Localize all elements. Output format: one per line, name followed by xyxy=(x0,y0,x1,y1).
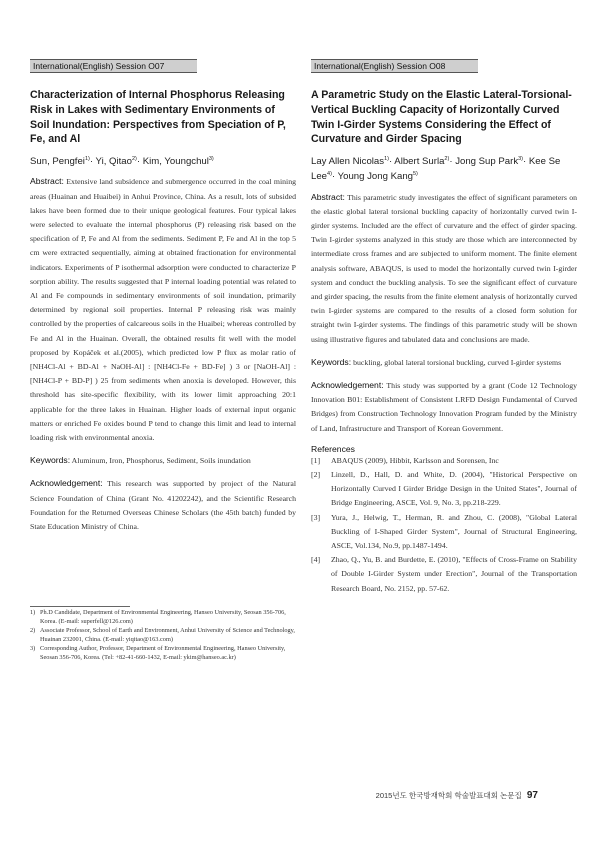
keywords xyxy=(311,355,577,370)
author-name: Lay Allen Nicolas xyxy=(311,156,385,168)
left-article xyxy=(30,56,296,534)
reference-number: [3] xyxy=(311,512,321,522)
author-name: Sun, Pengfei xyxy=(30,156,85,168)
footnote xyxy=(30,609,296,626)
author-name: Jong Sup Park xyxy=(455,156,519,168)
author-affiliation-marker: 1) xyxy=(84,156,90,163)
reference-item xyxy=(311,511,577,554)
acknowledgement xyxy=(30,476,296,534)
session-tag: International(English) Session O07 xyxy=(30,59,197,73)
reference-item xyxy=(311,454,577,468)
reference-item xyxy=(311,468,577,511)
session-tag: International(English) Session O08 xyxy=(311,59,478,73)
author-affiliation-marker: 1) xyxy=(384,156,389,163)
footnote-text: Associate Professor, School of Earth and Environment, Anhui University of Science and Technology, Huainan 232001, China. (E-mail: yiqitao@163.com) xyxy=(40,627,295,643)
abstract-text: This parametric study investigates the effect of significant parameters on the elastic global lateral torsional buckling capacity of horizontally curved twin I-girder systems. Included are the effect of curvature and the effect of girder spacing. Twin I-girder systems analyzed in this study are those which are interconnected by intermediate cross frames and are subjected to uniform moment. The finite element analysis software, ABAQUS, is used to model the horizontally curved twin I-girder system and conduct the buckling analysis. To see the significant effect of curvature and girder spacing, the results from the finite element analysis of horizontally curved twin I-girder systems are compared to the results of a closed form solution for straight twin I-girder systems. The findings of this parametric study will be shown using illustrative figures and tabulated data and conclusions are made. xyxy=(311,192,577,344)
author-name: Kee Se Lee xyxy=(311,156,561,183)
keywords-text: buckling, global lateral torsional buckling, curved I-girder systems xyxy=(353,357,562,367)
reference-text: ABAQUS (2009), Hibbit, Karlsson and Sorensen, Inc xyxy=(331,455,499,465)
author-affiliation-marker: 4) xyxy=(327,171,332,178)
author-name: Yi, Qitao xyxy=(95,156,132,168)
abstract-text: Extensive land subsidence and submergence occurred in the coal mining areas (Huainan and Huaibei) in Anhui Province, China. As a result, lots of subsided lakes have been formed due to their unique geological features. Four typical lakes were selected to evaluate the internal phosphorus (P) releasing risk based on the specification of P, Fe and Al from the sediments. Sediment P, Fe and Al in the top 5 cm were extracted sequentially, aiming at obtained fractionation for environmental indicators. Experiments of P isothermal adsorption were conducted to characterize P sorption ability. The results suggested that P internal loading potential was related to Al and Fe compounds in sedimentary environments of soil inundation, primarily determined by regional soil properties. Internal P releasing risk was mainly controlled by the properties of calcareous soils in the Huaibei; whereas controlled by Fe and Al in the Huainan. Overall, the obtained results fit well with the model proposed by Kopáček et al.(2005), which predicted low P flux as molar ratio of [NH4Cl-Al + BD-Al + NaOH-Al] : [NH4Cl-Fe + BD-Fe] ) 3 or [NaOH-Al] : [NH4Cl-P + BD-P] ) 25 from sediments when anoxia is developed. However, this threshold has site-specific flexibility, with its lower limit approaching 20:1 applicable for the three lakes in Huainan. Higher loads of external input organic matters or enriched Fe oxides bound P tend to change this limit and lead to internal loading risk with environmental anoxia. xyxy=(30,177,296,443)
acknowledgement-text: This study was supported by a grant (Code 12 Technology Innovation B01: Establishment of Consistent LRFD Design Fundamental of Curved Bridges) from Construction Technology Innovation Program funded by the Ministry of Land, Infrastructure and Transport of Korean Government. xyxy=(311,381,577,433)
page-footer xyxy=(376,790,538,801)
author-affiliation-marker: 3) xyxy=(518,156,524,163)
footnote-number: 1) xyxy=(30,609,36,616)
keywords xyxy=(30,453,296,468)
article-title: Characterization of Internal Phosphorus Releasing Risk in Lakes with Sedimentary Environments of Soil Inundation: Perspectives from Speciation of P, Fe, and Al xyxy=(30,89,286,146)
reference-number: [2] xyxy=(311,470,321,480)
reference-text: Zhao, Q., Yu, B. and Burdette, E. (2010), "Effects of Cross-Frame on Stability of Double I-Girder System under Erection", Journal of the Transportation Research Board, No. 2152, pp. 57-62. xyxy=(331,555,577,593)
footnote-text: Corresponding Author, Professor, Department of Environmental Engineering, Hanseo University, Seosan 356-706, Korea. (Tel: +82-41-660-1432, E-mail: ykim@hanseo.ac.kr) xyxy=(40,645,286,661)
author-affiliation-marker: 2) xyxy=(444,156,450,163)
author-list: Sun, Pengfei$^{1)}$· Yi, Qitao$^{2)}$· Kim, Youngchul$^{3)}$ xyxy=(30,156,214,168)
footnote xyxy=(30,645,296,662)
author-name: Albert Surla xyxy=(394,156,445,168)
references-heading: References xyxy=(311,443,355,454)
author-affiliation-marker: 3) xyxy=(208,156,214,163)
author-affiliation-marker: 5) xyxy=(413,171,418,178)
abstract-label: Abstract: xyxy=(311,191,345,202)
footnote-number: 3) xyxy=(30,645,36,653)
abstract xyxy=(30,174,296,445)
right-article xyxy=(311,56,577,596)
reference-text: Yura, J., Helwig, T., Herman, R. and Zhou, C. (2008), "Global Lateral Buckling of I-Shaped Girder System", Journal of Structural Engineering, ASCE, Vol.134, No.9, pp.1487-1494. xyxy=(331,512,577,551)
keywords-text: Aluminum, Iron, Phosphorus, Sediment, Soils inundation xyxy=(71,456,251,466)
author-list: Lay Allen Nicolas$^{1)}$· Albert Surla$^{2)}$· Jong Sup Park$^{3)}$· Kee Se Lee$^{4)}$· Young Jong Kang$^{5)}$ xyxy=(311,156,561,183)
reference-number: [4] xyxy=(311,555,321,565)
footnote-text: Ph.D Candidate, Department of Environmental Engineering, Hanseo University, Seosan 356-706, Korea. (E-mail: superfell@126.com) xyxy=(40,609,286,625)
footnote xyxy=(30,627,296,644)
footnote-number: 2) xyxy=(30,627,36,635)
author-affiliation-marker: 2) xyxy=(131,156,137,163)
author-name: Kim, Youngchul xyxy=(142,156,209,168)
footnotes xyxy=(30,609,296,664)
proceedings-title: 2015년도 한국방재학회 학술발표대회 논문집 xyxy=(375,791,522,800)
acknowledgement-label: Acknowledgement: xyxy=(30,478,103,489)
acknowledgement-label: Acknowledgement: xyxy=(311,380,384,390)
author-name: Young Jong Kang xyxy=(337,171,413,183)
reference-item xyxy=(311,553,577,596)
reference-list xyxy=(311,454,577,596)
article-title: A Parametric Study on the Elastic Lateral-Torsional-Vertical Buckling Capacity of Horizontally Curved Twin I-Girder Systems Considering the Effect of Curvature and Girder Spacing xyxy=(311,89,572,146)
keywords-label: Keywords: xyxy=(311,356,352,367)
reference-number: [1] xyxy=(311,455,321,465)
reference-text: Linzell, D., Hall, D. and White, D. (2004), "Historical Perspective on Horizontally Curved I Girder Bridge Design in the United States", Journal of Bridge Engineering, ASCE, Vol. 9, No. 3, pp.218-229. xyxy=(331,470,577,508)
keywords-label: Keywords: xyxy=(30,455,71,466)
page-number: 97 xyxy=(526,790,538,801)
acknowledgement xyxy=(311,378,577,436)
acknowledgement-text: This research was supported by project of the Natural Science Foundation of China (Grant No. 41202242), and the Scientific Research Foundation for the Returned Overseas Chinese Scholars (the 45th batch) funded by State Education Ministry of China. xyxy=(30,479,296,532)
footnote-divider xyxy=(30,606,130,607)
abstract-label: Abstract: xyxy=(30,176,64,187)
abstract xyxy=(311,190,577,347)
